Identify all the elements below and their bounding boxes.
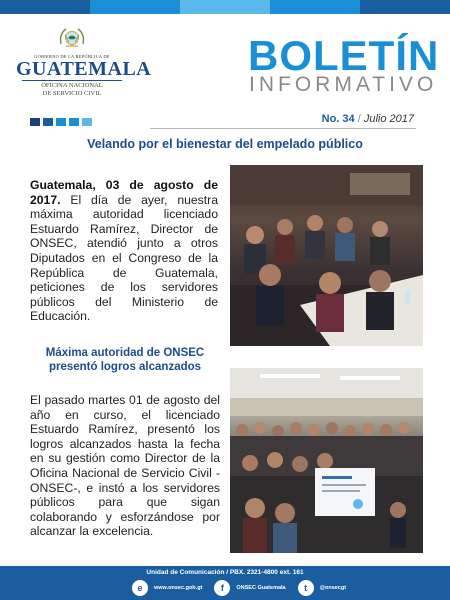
article-1-body (30, 178, 218, 324)
country-name: GUATEMALA (16, 58, 152, 80)
facebook-icon: f (214, 580, 230, 596)
decor-square (43, 118, 53, 126)
twitter-icon: t (298, 580, 314, 596)
government-line: GOBIERNO DE LA REPÚBLICA DE (34, 54, 110, 59)
congress-meeting-illustration (230, 165, 423, 346)
congress-meeting-photo (230, 165, 423, 346)
footer (0, 566, 450, 600)
issue-rule (150, 128, 416, 129)
logo-divider (22, 80, 122, 81)
issue-separator: / (357, 113, 361, 125)
article-1-headline: Velando por el bienestar del empelado público (87, 137, 363, 151)
article-2-body: El pasado martes 01 de agosto del año en curso, el licenciado Estuardo Ramírez, presentó los logros alcanzados hasta la fecha en su gestión como Director de la Oficina Nacional de Servicio Civil -ONSEC-, e instó a los servidores públicos para que sigan colaborando y esforzándose por alcanzar la excelencia. (30, 393, 220, 539)
footer-twitter-link[interactable]: @onsecgt (319, 585, 347, 591)
newsletter-title: BOLETÍN (248, 32, 440, 79)
newsletter-subtitle: INFORMATIVO (249, 73, 438, 96)
issue-number: No. 34 (321, 113, 355, 125)
decor-square (82, 118, 92, 126)
footer-web-link[interactable]: www.onsec.gob.gt (154, 585, 203, 591)
footer-social (132, 580, 352, 596)
article-1-text: El día de ayer, nuestra máxima autoridad licenciado Estuardo Ramírez, Director de ONSEC, atendió junto a otros Diputados en el Congreso de la República de Guatemala, peticiones de los servidores públicos del Ministerio de Educación. (30, 192, 218, 324)
web-icon: e (132, 580, 148, 596)
footer-contact: Unidad de Comunicación / PBX. 2321-4800 ext. 161 (146, 569, 304, 576)
top-color-bar (0, 0, 450, 14)
top-bar-segment (90, 0, 180, 14)
top-bar-segment (270, 0, 360, 14)
auditorium-presentation-photo (230, 368, 423, 553)
issue-date: Julio 2017 (363, 113, 414, 125)
footer-facebook-link[interactable]: ONSEC Guatemala (236, 585, 286, 591)
top-bar-segment (0, 0, 90, 14)
article-1-lead: Guatemala, 03 de agosto de 2017. (30, 178, 218, 207)
onsec-logo (16, 26, 152, 97)
decorative-squares (30, 118, 92, 126)
top-bar-segment (180, 0, 270, 14)
office-line-1: OFICINA NACIONAL (41, 82, 103, 89)
article-2-headline: Máxima autoridad de ONSEC presentó logros alcanzados (45, 347, 205, 373)
office-line-2: DE SERVICIO CIVIL (42, 89, 102, 97)
decor-square (56, 118, 66, 126)
auditorium-illustration (230, 368, 423, 553)
coat-of-arms-icon (57, 26, 87, 52)
issue-info (322, 113, 414, 125)
top-bar-segment (360, 0, 450, 14)
decor-square (30, 118, 40, 126)
decor-square (69, 118, 79, 126)
